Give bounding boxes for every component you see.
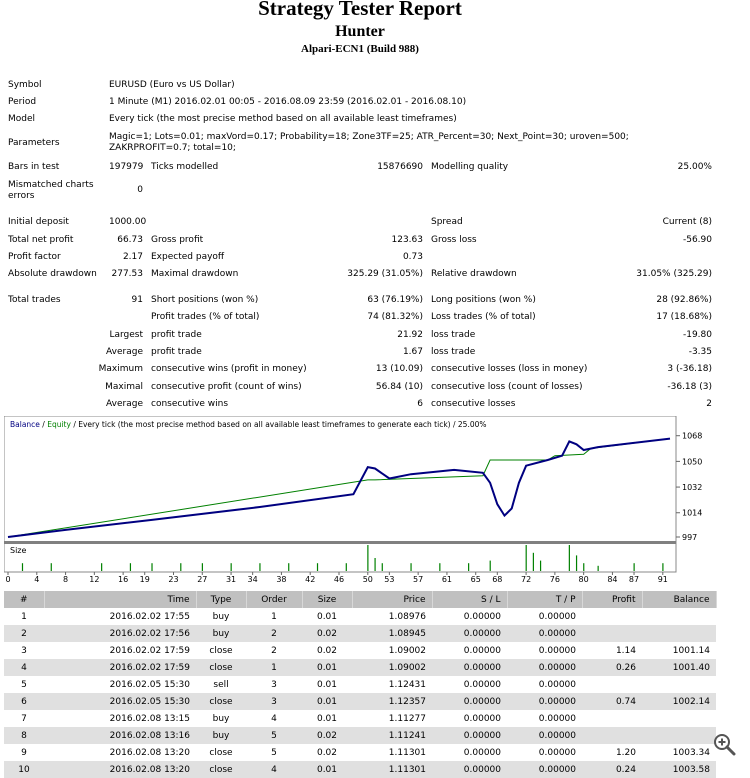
label: Modelling quality xyxy=(431,161,509,172)
table-cell: sell xyxy=(213,679,229,690)
column-header: # xyxy=(4,591,44,608)
trades-header xyxy=(4,591,716,608)
label: Spread xyxy=(431,217,463,228)
value: Magic=1; Lots=0.01; maxVord=0.17; Probability=18; Zone3TF=25; ATR_Percent=30; Next_Point=30; uroven=500; ZAKRPROFIT=0.7; total=10; xyxy=(109,132,629,154)
x-tick-label: 19 xyxy=(139,575,150,583)
parameters-row xyxy=(4,128,716,158)
y-tick-label: 1032 xyxy=(682,483,703,493)
value: 2 xyxy=(706,399,712,410)
size-bar xyxy=(662,563,663,571)
table-cell: 2 xyxy=(4,625,44,642)
y-tick-label: 1050 xyxy=(682,457,703,467)
label: loss trade xyxy=(431,346,476,357)
table-cell: 1001.40 xyxy=(642,659,716,676)
label: Average xyxy=(106,399,143,410)
label: loss trade xyxy=(431,329,476,340)
value: 15876690 xyxy=(377,161,423,172)
drawdown-row xyxy=(4,266,716,283)
table-cell: 0.00000 xyxy=(507,659,582,676)
total-trades-row xyxy=(4,291,716,308)
table-cell: 8 xyxy=(4,727,44,744)
value: 277.53 xyxy=(111,269,143,280)
value: 28 (92.86%) xyxy=(656,294,712,305)
table-cell: 1.11277 xyxy=(388,713,426,724)
value: 3 (-36.18) xyxy=(667,364,712,375)
table-cell: close xyxy=(196,761,246,778)
table-cell: 0.00000 xyxy=(463,713,501,724)
label: Bars in test xyxy=(8,161,60,172)
table-cell: 5 xyxy=(21,679,27,690)
table-cell: 2016.02.05 15:30 xyxy=(109,679,190,690)
value: 63 (76.19%) xyxy=(367,294,423,305)
table-cell xyxy=(642,710,716,727)
size-bar xyxy=(101,563,102,571)
table-cell: 1 xyxy=(271,611,277,622)
table-cell xyxy=(642,625,716,642)
table-cell: 1.14 xyxy=(615,645,636,656)
table-row xyxy=(4,710,716,727)
table-cell: 0.00000 xyxy=(538,747,576,758)
table-cell: 0.24 xyxy=(582,761,642,778)
table-cell: 1.20 xyxy=(615,747,636,758)
table-cell: 0.01 xyxy=(302,761,352,778)
table-cell: close xyxy=(209,747,233,758)
largest-row xyxy=(4,326,716,343)
table-cell: 4 xyxy=(4,659,44,676)
table-cell: 0.74 xyxy=(582,693,642,710)
column-header: Order xyxy=(246,591,302,608)
bars-row xyxy=(4,158,716,175)
size-bar xyxy=(410,563,411,571)
size-bar xyxy=(634,563,635,571)
value: 197979 xyxy=(109,161,144,172)
size-bar xyxy=(317,563,318,571)
size-bar xyxy=(151,563,152,571)
value: -36.18 (3) xyxy=(667,381,712,392)
label: Maximal xyxy=(105,381,143,392)
table-cell xyxy=(582,625,642,642)
table-cell: 2016.02.02 17:55 xyxy=(109,611,190,622)
size-bar xyxy=(346,563,347,571)
label: Initial deposit xyxy=(8,217,69,228)
table-cell: 4 xyxy=(271,713,277,724)
ea-name: Hunter xyxy=(335,23,385,40)
table-cell: 0.01 xyxy=(302,659,352,676)
value: 91 xyxy=(131,294,143,305)
label: Maximal drawdown xyxy=(151,269,239,280)
table-cell: 1 xyxy=(21,611,27,622)
table-cell: 1.09002 xyxy=(388,645,426,656)
label: consecutive wins xyxy=(151,399,229,410)
model-row xyxy=(4,111,716,128)
x-tick-label: 68 xyxy=(492,575,503,583)
table-cell: 2016.02.08 13:16 xyxy=(44,727,196,744)
table-cell: 1.12431 xyxy=(388,679,426,690)
x-tick-label: 27 xyxy=(197,575,208,583)
table-cell: 0.00000 xyxy=(432,625,507,642)
table-cell: 5 xyxy=(271,747,277,758)
table-cell: 3 xyxy=(246,693,302,710)
value: Every tick (the most precise method based on all available least timeframes) xyxy=(109,114,457,125)
x-tick-label: 65 xyxy=(470,575,481,583)
x-tick-label: 38 xyxy=(276,575,287,583)
table-cell: buy xyxy=(212,611,230,622)
x-tick-label: 0 xyxy=(5,575,11,583)
balance-chart xyxy=(4,416,712,583)
label: Gross profit xyxy=(151,234,204,245)
size-bar xyxy=(382,563,383,571)
column-header: Balance xyxy=(642,591,716,608)
value: 1 Minute (M1) 2016.02.01 00:05 - 2016.08.09 23:59 (2016.02.01 - 2016.08.10) xyxy=(109,97,467,108)
value: Current (8) xyxy=(662,217,712,228)
x-tick-label: 42 xyxy=(305,575,316,583)
label: Loss trades (% of total) xyxy=(431,312,536,323)
table-cell xyxy=(642,676,716,693)
x-tick-label: 87 xyxy=(628,575,640,583)
table-cell: 0.00000 xyxy=(463,645,501,656)
table-cell: 2 xyxy=(271,645,277,656)
label: Average xyxy=(106,346,143,357)
x-tick-label: 50 xyxy=(362,575,373,583)
table-cell: 0.00000 xyxy=(432,727,507,744)
label: Gross loss xyxy=(431,234,477,245)
legend-equity: Equity xyxy=(47,420,71,429)
table-cell: 0.00000 xyxy=(538,645,576,656)
table-row xyxy=(4,625,716,642)
table-cell: 5 xyxy=(246,727,302,744)
label: profit trade xyxy=(151,346,202,357)
legend-description: / Every tick (the most precise method based on all available least timeframes to generate each tick) / 25.00% xyxy=(70,420,487,429)
table-cell: 1002.14 xyxy=(642,693,716,710)
size-bar xyxy=(374,558,375,571)
x-tick-label: 34 xyxy=(247,575,258,583)
label: Total trades xyxy=(8,294,61,305)
table-cell: 6 xyxy=(4,693,44,710)
table-cell: buy xyxy=(212,713,230,724)
table-cell: 7 xyxy=(21,713,27,724)
table-cell: 10 xyxy=(4,761,44,778)
table-cell: 1.09002 xyxy=(352,659,432,676)
value: -19.80 xyxy=(682,329,712,340)
table-cell: 2016.02.02 17:59 xyxy=(44,659,196,676)
table-row xyxy=(4,676,716,693)
table-cell: 2016.02.05 15:30 xyxy=(44,693,196,710)
value: 1.67 xyxy=(402,346,423,357)
label: Largest xyxy=(109,329,143,340)
deposit-row xyxy=(4,214,716,231)
size-bar xyxy=(490,561,491,571)
table-cell: 0.02 xyxy=(316,645,338,656)
column-header: Price xyxy=(352,591,432,608)
x-tick-label: 23 xyxy=(168,575,179,583)
table-cell: 1001.14 xyxy=(672,645,710,656)
table-row xyxy=(4,608,716,625)
value: EURUSD (Euro vs US Dollar) xyxy=(109,79,235,90)
x-tick-label: 46 xyxy=(333,575,345,583)
table-cell: 0.00000 xyxy=(432,761,507,778)
table-cell: 2016.02.02 17:56 xyxy=(44,625,196,642)
label: Parameters xyxy=(8,137,60,148)
label: Long positions (won %) xyxy=(431,294,536,305)
trades-table xyxy=(4,591,717,778)
plot-area xyxy=(4,416,676,572)
label: Maximum xyxy=(98,364,143,375)
x-tick-label: 84 xyxy=(607,575,618,583)
label: consecutive losses (loss in money) xyxy=(431,364,588,375)
period-row xyxy=(4,93,716,110)
table-cell: 0.01 xyxy=(316,611,338,622)
label: consecutive profit (count of wins) xyxy=(151,381,302,392)
size-bar xyxy=(576,555,577,571)
x-tick-label: 12 xyxy=(89,575,100,583)
table-cell: 0.00000 xyxy=(507,761,582,778)
value: 6 xyxy=(417,399,423,410)
table-cell: 2016.02.08 13:20 xyxy=(44,761,196,778)
label: Total net profit xyxy=(8,234,74,245)
size-bar xyxy=(468,563,469,571)
x-tick-label: 91 xyxy=(657,575,668,583)
value: -3.35 xyxy=(688,346,712,357)
table-cell: 0.02 xyxy=(302,625,352,642)
value: 13 (10.09) xyxy=(375,364,423,375)
table-cell: 0.01 xyxy=(316,713,338,724)
table-cell: 1.12357 xyxy=(352,693,432,710)
summary-table xyxy=(4,76,716,413)
table-cell: 3 xyxy=(271,679,277,690)
size-bar xyxy=(231,563,232,571)
x-tick-label: 4 xyxy=(34,575,40,583)
net-profit-row xyxy=(4,231,716,248)
size-bar xyxy=(367,545,368,571)
size-bar xyxy=(259,563,260,571)
table-cell: 0.00000 xyxy=(507,727,582,744)
table-cell xyxy=(642,608,716,625)
table-cell: 0.00000 xyxy=(463,611,501,622)
table-cell: 1003.34 xyxy=(672,747,710,758)
table-row xyxy=(4,727,716,744)
table-cell xyxy=(582,727,642,744)
value: 74 (81.32%) xyxy=(367,312,423,323)
table-cell xyxy=(582,676,642,693)
x-tick-label: 53 xyxy=(384,575,395,583)
column-header: Type xyxy=(196,591,246,608)
label: Short positions (won %) xyxy=(151,294,259,305)
size-bar xyxy=(540,561,541,571)
x-tick-label: 61 xyxy=(441,575,453,583)
value: 325.29 (31.05%) xyxy=(347,269,423,280)
table-cell: 0.00000 xyxy=(463,679,501,690)
table-row xyxy=(4,761,716,778)
size-bar xyxy=(202,563,203,571)
size-bar xyxy=(583,563,584,571)
value: 0.73 xyxy=(402,252,423,263)
value: 1000.00 xyxy=(109,217,147,228)
table-cell: 0.00000 xyxy=(463,747,501,758)
table-cell: 4 xyxy=(246,761,302,778)
label: Relative drawdown xyxy=(431,269,517,280)
mismatch-row xyxy=(4,176,716,206)
label: Mismatched charts errors xyxy=(8,179,94,201)
x-tick-label: 16 xyxy=(118,575,129,583)
column-header: S / L xyxy=(432,591,507,608)
table-cell: 1.08976 xyxy=(388,611,426,622)
value: 66.73 xyxy=(117,234,143,245)
y-tick-label: 997 xyxy=(682,533,698,542)
size-bar xyxy=(130,563,131,571)
table-row xyxy=(4,659,716,676)
column-header: T / P xyxy=(507,591,582,608)
table-cell xyxy=(582,710,642,727)
value: 123.63 xyxy=(391,234,423,245)
size-bar xyxy=(288,563,289,571)
chart-legend: Balance / Equity / Every tick (the most precise method based on all available least timeframes to generate each tick) / 25.00% xyxy=(10,420,487,429)
label: Model xyxy=(8,114,36,125)
label: Profit factor xyxy=(8,252,61,263)
value: 21.92 xyxy=(397,329,423,340)
profit-factor-row xyxy=(4,248,716,265)
table-cell: close xyxy=(196,693,246,710)
label: Ticks modelled xyxy=(151,161,219,172)
table-cell: 1 xyxy=(246,659,302,676)
table-cell: 0.00000 xyxy=(538,679,576,690)
value: 31.05% (325.29) xyxy=(636,269,712,280)
table-cell: 1003.58 xyxy=(642,761,716,778)
y-tick-label: 1068 xyxy=(682,431,703,441)
table-cell xyxy=(582,608,642,625)
table-cell: 0.02 xyxy=(316,747,338,758)
table-cell: 0.00000 xyxy=(507,693,582,710)
table-row xyxy=(4,642,716,659)
x-tick-label: 80 xyxy=(578,575,589,583)
table-cell: 3 xyxy=(21,645,27,656)
table-cell: buy xyxy=(196,727,246,744)
column-header: Time xyxy=(44,591,196,608)
panel-separator xyxy=(4,541,676,544)
table-cell: 2016.02.08 13:20 xyxy=(109,747,190,758)
size-bar xyxy=(533,553,534,571)
x-tick-label: 72 xyxy=(520,575,532,583)
size-label: Size xyxy=(10,546,27,555)
x-tick-label: 8 xyxy=(63,575,69,583)
table-cell: 0.00000 xyxy=(507,625,582,642)
value: -56.90 xyxy=(682,234,712,245)
size-bar xyxy=(526,545,527,571)
column-header: Profit xyxy=(582,591,642,608)
table-cell: 0.00000 xyxy=(538,611,576,622)
table-cell: 1.11301 xyxy=(388,747,426,758)
table-cell: 1.11241 xyxy=(352,727,432,744)
maximum-row xyxy=(4,361,716,378)
table-row xyxy=(4,693,716,710)
table-cell xyxy=(642,727,716,744)
size-bar xyxy=(22,563,23,571)
x-tick-label: 31 xyxy=(225,575,237,583)
table-cell: 0.01 xyxy=(316,679,338,690)
consecutive-average-row xyxy=(4,395,716,412)
table-cell: 2016.02.08 13:15 xyxy=(109,713,190,724)
table-cell: close xyxy=(209,645,233,656)
table-cell: 1.11301 xyxy=(352,761,432,778)
table-cell: 2016.02.02 17:59 xyxy=(109,645,190,656)
size-bar xyxy=(180,563,181,571)
label: consecutive losses xyxy=(431,399,516,410)
zoom-in-icon[interactable] xyxy=(712,732,736,756)
table-cell: 0.01 xyxy=(302,693,352,710)
x-tick-label: 76 xyxy=(549,575,560,583)
table-cell: 0.00000 xyxy=(538,713,576,724)
table-cell: 0.00000 xyxy=(432,693,507,710)
column-header: Size xyxy=(302,591,352,608)
server-name: Alpari-ECN1 (Build 988) xyxy=(301,43,419,55)
table-cell: buy xyxy=(196,625,246,642)
table-cell: 0.26 xyxy=(582,659,642,676)
table-cell: 0.02 xyxy=(302,727,352,744)
value: 2.17 xyxy=(122,252,143,263)
report-title: Strategy Tester Report xyxy=(258,0,462,20)
value: 17 (18.68%) xyxy=(656,312,712,323)
size-bar xyxy=(598,566,599,571)
label: consecutive loss (count of losses) xyxy=(431,381,583,392)
table-cell: 9 xyxy=(21,747,27,758)
size-bar xyxy=(439,563,440,571)
y-tick-label: 1014 xyxy=(682,508,703,518)
label: Absolute drawdown xyxy=(8,269,97,280)
size-bar xyxy=(569,545,570,571)
table-cell: close xyxy=(196,659,246,676)
value: 25.00% xyxy=(677,161,712,172)
label: Symbol xyxy=(8,79,42,90)
label: consecutive wins (profit in money) xyxy=(151,364,307,375)
label: profit trade xyxy=(151,329,202,340)
average-row xyxy=(4,343,716,360)
label: Period xyxy=(8,97,37,108)
label: Profit trades (% of total) xyxy=(151,312,260,323)
size-bar xyxy=(51,563,52,571)
value: 56.84 (10) xyxy=(375,381,423,392)
table-cell: 2 xyxy=(246,625,302,642)
symbol-row xyxy=(4,76,716,93)
table-cell: 1.08945 xyxy=(352,625,432,642)
label: Expected payoff xyxy=(151,252,225,263)
table-row xyxy=(4,744,716,761)
value: 0 xyxy=(137,185,143,196)
profit-trades-row xyxy=(4,309,716,326)
maximal-row xyxy=(4,378,716,395)
x-tick-label: 57 xyxy=(413,575,424,583)
legend-balance: Balance xyxy=(10,420,40,429)
table-cell: 0.00000 xyxy=(432,659,507,676)
